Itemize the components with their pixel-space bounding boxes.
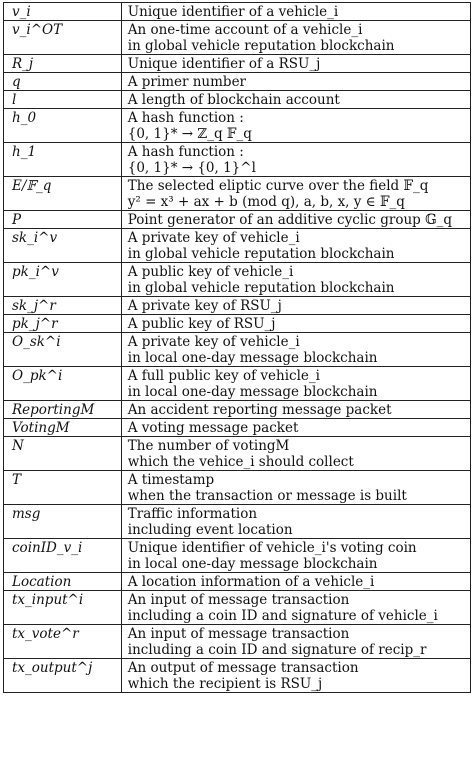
- notation-description: [121, 419, 470, 437]
- description-line: The selected eliptic curve over the field 𝔽_q: [127, 178, 429, 194]
- notation-table-body: [4, 3, 471, 693]
- table-row: [4, 177, 471, 211]
- description-line: An input of message transaction: [127, 592, 350, 608]
- description-line: A private key of vehicle_i: [127, 334, 300, 350]
- description-line: Point generator of an additive cyclic group 𝔾_q: [127, 212, 453, 228]
- table-row: [4, 21, 471, 55]
- notation-description: [121, 505, 470, 539]
- description-line: including event location: [127, 522, 293, 538]
- table-row: [4, 471, 471, 505]
- table-row: [4, 211, 471, 229]
- notation-symbol: R_j: [4, 55, 122, 73]
- description-line: A public key of vehicle_i: [127, 264, 294, 280]
- description-line: {0, 1}* → {0, 1}^l: [127, 160, 256, 176]
- notation-description: [121, 143, 470, 177]
- table-row: [4, 73, 471, 91]
- description-line: A public key of RSU_j: [127, 316, 276, 332]
- notation-symbol: pk_i^v: [4, 263, 122, 297]
- notation-symbol: msg: [4, 505, 122, 539]
- table-row: [4, 143, 471, 177]
- table-row: [4, 315, 471, 333]
- description-line: y² = x³ + ax + b (mod q), a, b, x, y ∈ 𝔽_q: [127, 194, 405, 210]
- table-row: [4, 109, 471, 143]
- notation-symbol: O_sk^i: [4, 333, 122, 367]
- notation-description: [121, 401, 470, 419]
- notation-symbol: sk_i^v: [4, 229, 122, 263]
- notation-description: [121, 573, 470, 591]
- table-row: [4, 297, 471, 315]
- notation-symbol: coinID_v_i: [4, 539, 122, 573]
- table-row: [4, 573, 471, 591]
- table-row: [4, 591, 471, 625]
- description-line: A timestamp: [127, 472, 215, 488]
- notation-table: [3, 2, 471, 693]
- notation-symbol: pk_j^r: [4, 315, 122, 333]
- description-line: A private key of vehicle_i: [127, 230, 300, 246]
- description-line: in global vehicle reputation blockchain: [127, 280, 395, 296]
- description-line: A hash function :: [127, 110, 244, 126]
- description-line: in local one-day message blockchain: [127, 350, 378, 366]
- notation-description: [121, 3, 470, 21]
- notation-description: [121, 109, 470, 143]
- notation-description: [121, 471, 470, 505]
- notation-symbol: tx_vote^r: [4, 625, 122, 659]
- table-row: [4, 91, 471, 109]
- notation-description: [121, 333, 470, 367]
- table-row: [4, 229, 471, 263]
- description-line: including a coin ID and signature of vehicle_i: [127, 608, 438, 624]
- description-line: An output of message transaction: [127, 660, 359, 676]
- notation-description: [121, 55, 470, 73]
- notation-symbol: T: [4, 471, 122, 505]
- notation-symbol: ReportingM: [4, 401, 122, 419]
- table-row: [4, 539, 471, 573]
- notation-description: [121, 297, 470, 315]
- table-row: [4, 505, 471, 539]
- description-line: in local one-day message blockchain: [127, 384, 378, 400]
- description-line: which the recipient is RSU_j: [127, 676, 323, 692]
- notation-symbol: E/𝔽_q: [4, 177, 122, 211]
- description-line: A location information of a vehicle_i: [127, 574, 375, 590]
- description-line: when the transaction or message is built: [127, 488, 407, 504]
- notation-description: [121, 315, 470, 333]
- description-line: in global vehicle reputation blockchain: [127, 38, 395, 54]
- table-row: [4, 419, 471, 437]
- notation-symbol: sk_j^r: [4, 297, 122, 315]
- description-line: The number of votingM: [127, 438, 290, 454]
- description-line: {0, 1}* → ℤ_q 𝔽_q: [127, 126, 252, 142]
- notation-description: [121, 211, 470, 229]
- notation-description: [121, 91, 470, 109]
- notation-description: [121, 229, 470, 263]
- description-line: A voting message packet: [127, 420, 299, 436]
- table-row: [4, 3, 471, 21]
- notation-description: [121, 73, 470, 91]
- description-line: Unique identifier of a vehicle_i: [127, 4, 339, 20]
- notation-description: [121, 367, 470, 401]
- table-row: [4, 55, 471, 73]
- table-row: [4, 401, 471, 419]
- notation-description: [121, 263, 470, 297]
- description-line: Traffic information: [127, 506, 258, 522]
- notation-symbol: v_i: [4, 3, 122, 21]
- notation-symbol: h_0: [4, 109, 122, 143]
- description-line: A full public key of vehicle_i: [127, 368, 320, 384]
- notation-symbol: tx_output^j: [4, 659, 122, 693]
- table-row: [4, 333, 471, 367]
- notation-symbol: O_pk^i: [4, 367, 122, 401]
- description-line: An input of message transaction: [127, 626, 350, 642]
- table-row: [4, 263, 471, 297]
- notation-symbol: v_i^OT: [4, 21, 122, 55]
- notation-symbol: P: [4, 211, 122, 229]
- notation-symbol: l: [4, 91, 122, 109]
- notation-symbol: Location: [4, 573, 122, 591]
- description-line: in global vehicle reputation blockchain: [127, 246, 395, 262]
- table-row: [4, 659, 471, 693]
- notation-symbol: q: [4, 73, 122, 91]
- notation-description: [121, 437, 470, 471]
- description-line: Unique identifier of a RSU_j: [127, 56, 321, 72]
- description-line: including a coin ID and signature of recip_r: [127, 642, 427, 658]
- table-row: [4, 625, 471, 659]
- notation-symbol: h_1: [4, 143, 122, 177]
- notation-description: [121, 539, 470, 573]
- notation-description: [121, 625, 470, 659]
- notation-symbol: VotingM: [4, 419, 122, 437]
- notation-description: [121, 21, 470, 55]
- description-line: An accident reporting message packet: [127, 402, 392, 418]
- notation-description: [121, 659, 470, 693]
- description-line: in local one-day message blockchain: [127, 556, 378, 572]
- description-line: which the vehice_i should collect: [127, 454, 354, 470]
- description-line: A length of blockchain account: [127, 92, 340, 108]
- table-row: [4, 437, 471, 471]
- notation-symbol: N: [4, 437, 122, 471]
- notation-symbol: tx_input^i: [4, 591, 122, 625]
- description-line: A hash function :: [127, 144, 244, 160]
- description-line: A primer number: [127, 74, 247, 90]
- table-row: [4, 367, 471, 401]
- notation-description: [121, 177, 470, 211]
- description-line: A private key of RSU_j: [127, 298, 282, 314]
- description-line: An one-time account of a vehicle_i: [127, 22, 363, 38]
- description-line: Unique identifier of vehicle_i's voting coin: [127, 540, 417, 556]
- notation-description: [121, 591, 470, 625]
